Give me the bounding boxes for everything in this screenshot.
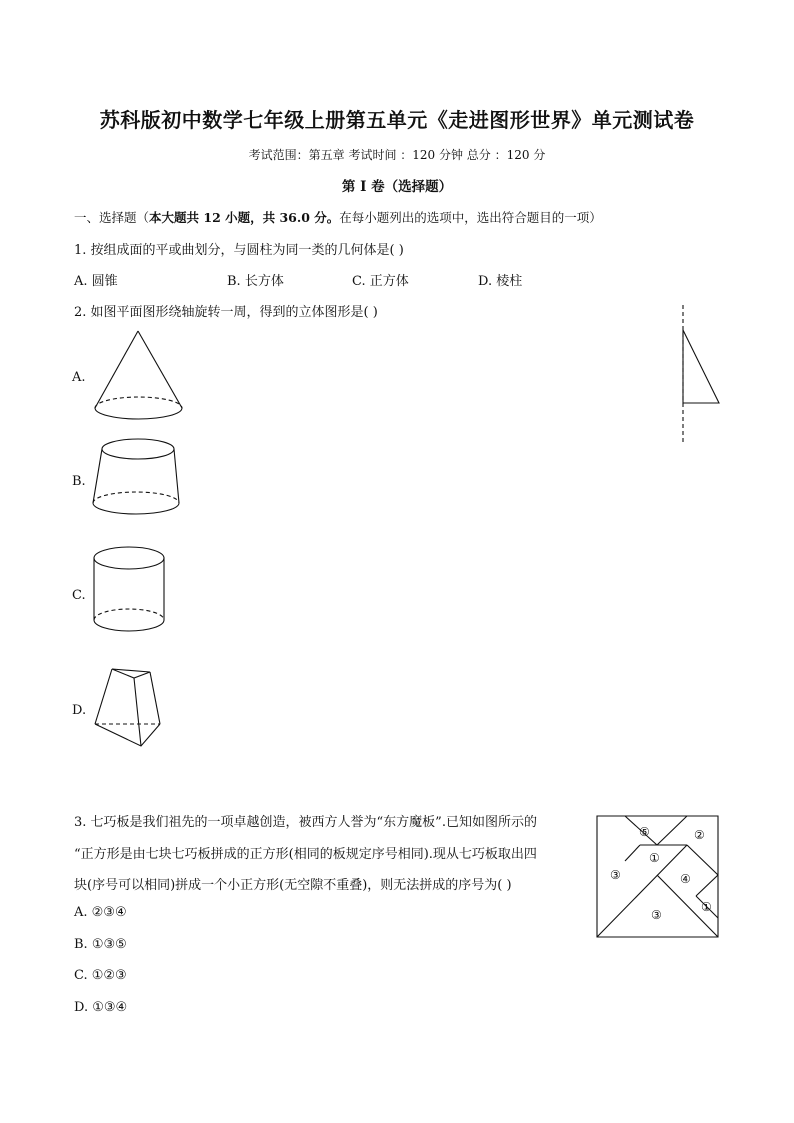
cylinder-base-front	[94, 620, 164, 631]
tangram-line	[625, 845, 640, 861]
prism-top-face	[112, 669, 150, 678]
q1-option-a[interactable]: A. 圆锥	[74, 274, 118, 289]
question-3-line-3: 块(序号可以相同)拼成一个小正方形(无空隙不重叠)，则无法拼成的序号为( )	[74, 878, 512, 893]
question-3-line-2: “正方形是由七块七巧板拼成的正方形(相同的板规定序号相同).现从七巧板取出四	[74, 847, 537, 862]
tangram-line	[696, 875, 718, 896]
q2-option-d-prism[interactable]	[90, 664, 170, 754]
right-triangle	[683, 330, 719, 403]
q2-rotation-figure	[670, 305, 730, 450]
tangram-label: ⑤	[639, 825, 650, 839]
q2-label-c[interactable]: C.	[72, 588, 86, 603]
frustum-base-front	[93, 503, 179, 514]
part-heading: 第 I 卷（选择题）	[341, 179, 453, 195]
frustum-left-edge	[93, 449, 102, 503]
tangram-label: ③	[651, 908, 662, 922]
q2-option-a-cone[interactable]	[90, 328, 190, 423]
cone-left-edge	[95, 331, 138, 408]
prism-front-edge	[134, 678, 141, 746]
q3-option-d[interactable]: D. ①③④	[74, 1000, 128, 1015]
cone-base-back	[95, 397, 182, 408]
frustum-top	[102, 439, 174, 459]
q3-option-c[interactable]: C. ①②③	[74, 968, 127, 983]
tangram-label: ①	[649, 851, 660, 865]
cone-base-front	[95, 408, 182, 419]
section-lead: 一、选择题（	[74, 210, 150, 225]
question-2-stem: 2. 如图平面图形绕轴旋转一周，得到的立体图形是( )	[74, 305, 378, 320]
prism-base-front	[95, 724, 160, 746]
question-1-stem: 1. 按组成面的平或曲划分，与圆柱为同一类的几何体是( )	[74, 243, 404, 258]
section-desc: 本大题共 12 小题，共 36.0 分。	[149, 210, 340, 225]
cylinder-base-back	[94, 609, 164, 620]
q3-option-b[interactable]: B. ①③⑤	[74, 937, 127, 952]
q2-label-d[interactable]: D.	[72, 703, 87, 718]
q2-label-a[interactable]: A.	[72, 370, 86, 385]
tangram-line	[657, 816, 687, 845]
tangram-label: ④	[680, 872, 691, 886]
tangram-figure	[596, 815, 720, 939]
q1-option-d[interactable]: D. 棱柱	[478, 274, 523, 289]
q2-option-b-frustum[interactable]	[90, 438, 190, 528]
q3-option-a[interactable]: A. ②③④	[74, 905, 127, 920]
q1-option-b[interactable]: B. 长方体	[227, 274, 284, 289]
question-3-line-1: 3. 七巧板是我们祖先的一项卓越创造，被西方人誉为“东方魔板”.已知如图所示的	[74, 815, 537, 830]
tangram-label: ①	[701, 900, 712, 914]
tangram-line	[687, 845, 718, 875]
prism-right-edge	[150, 672, 160, 724]
prism-left-edge	[95, 669, 112, 724]
exam-meta: 考试范围：第五章 考试时间 ：120 分钟 总分 ：120 分	[248, 148, 546, 162]
tangram-label: ③	[610, 868, 621, 882]
tangram-label: ②	[694, 828, 705, 842]
cone-right-edge	[138, 331, 182, 408]
exam-title: 苏科版初中数学七年级上册第五单元《走进图形世界》单元测试卷	[99, 108, 695, 132]
frustum-right-edge	[174, 449, 179, 503]
section-heading	[74, 208, 602, 226]
q1-option-c[interactable]: C. 正方体	[352, 274, 409, 289]
section-tail: 在每小题列出的选项中，选出符合题目的一项）	[339, 210, 602, 225]
q2-option-c-cylinder[interactable]	[90, 544, 190, 644]
frustum-base-back	[93, 492, 179, 503]
cylinder-top	[94, 547, 164, 569]
q2-label-b[interactable]: B.	[72, 474, 86, 489]
